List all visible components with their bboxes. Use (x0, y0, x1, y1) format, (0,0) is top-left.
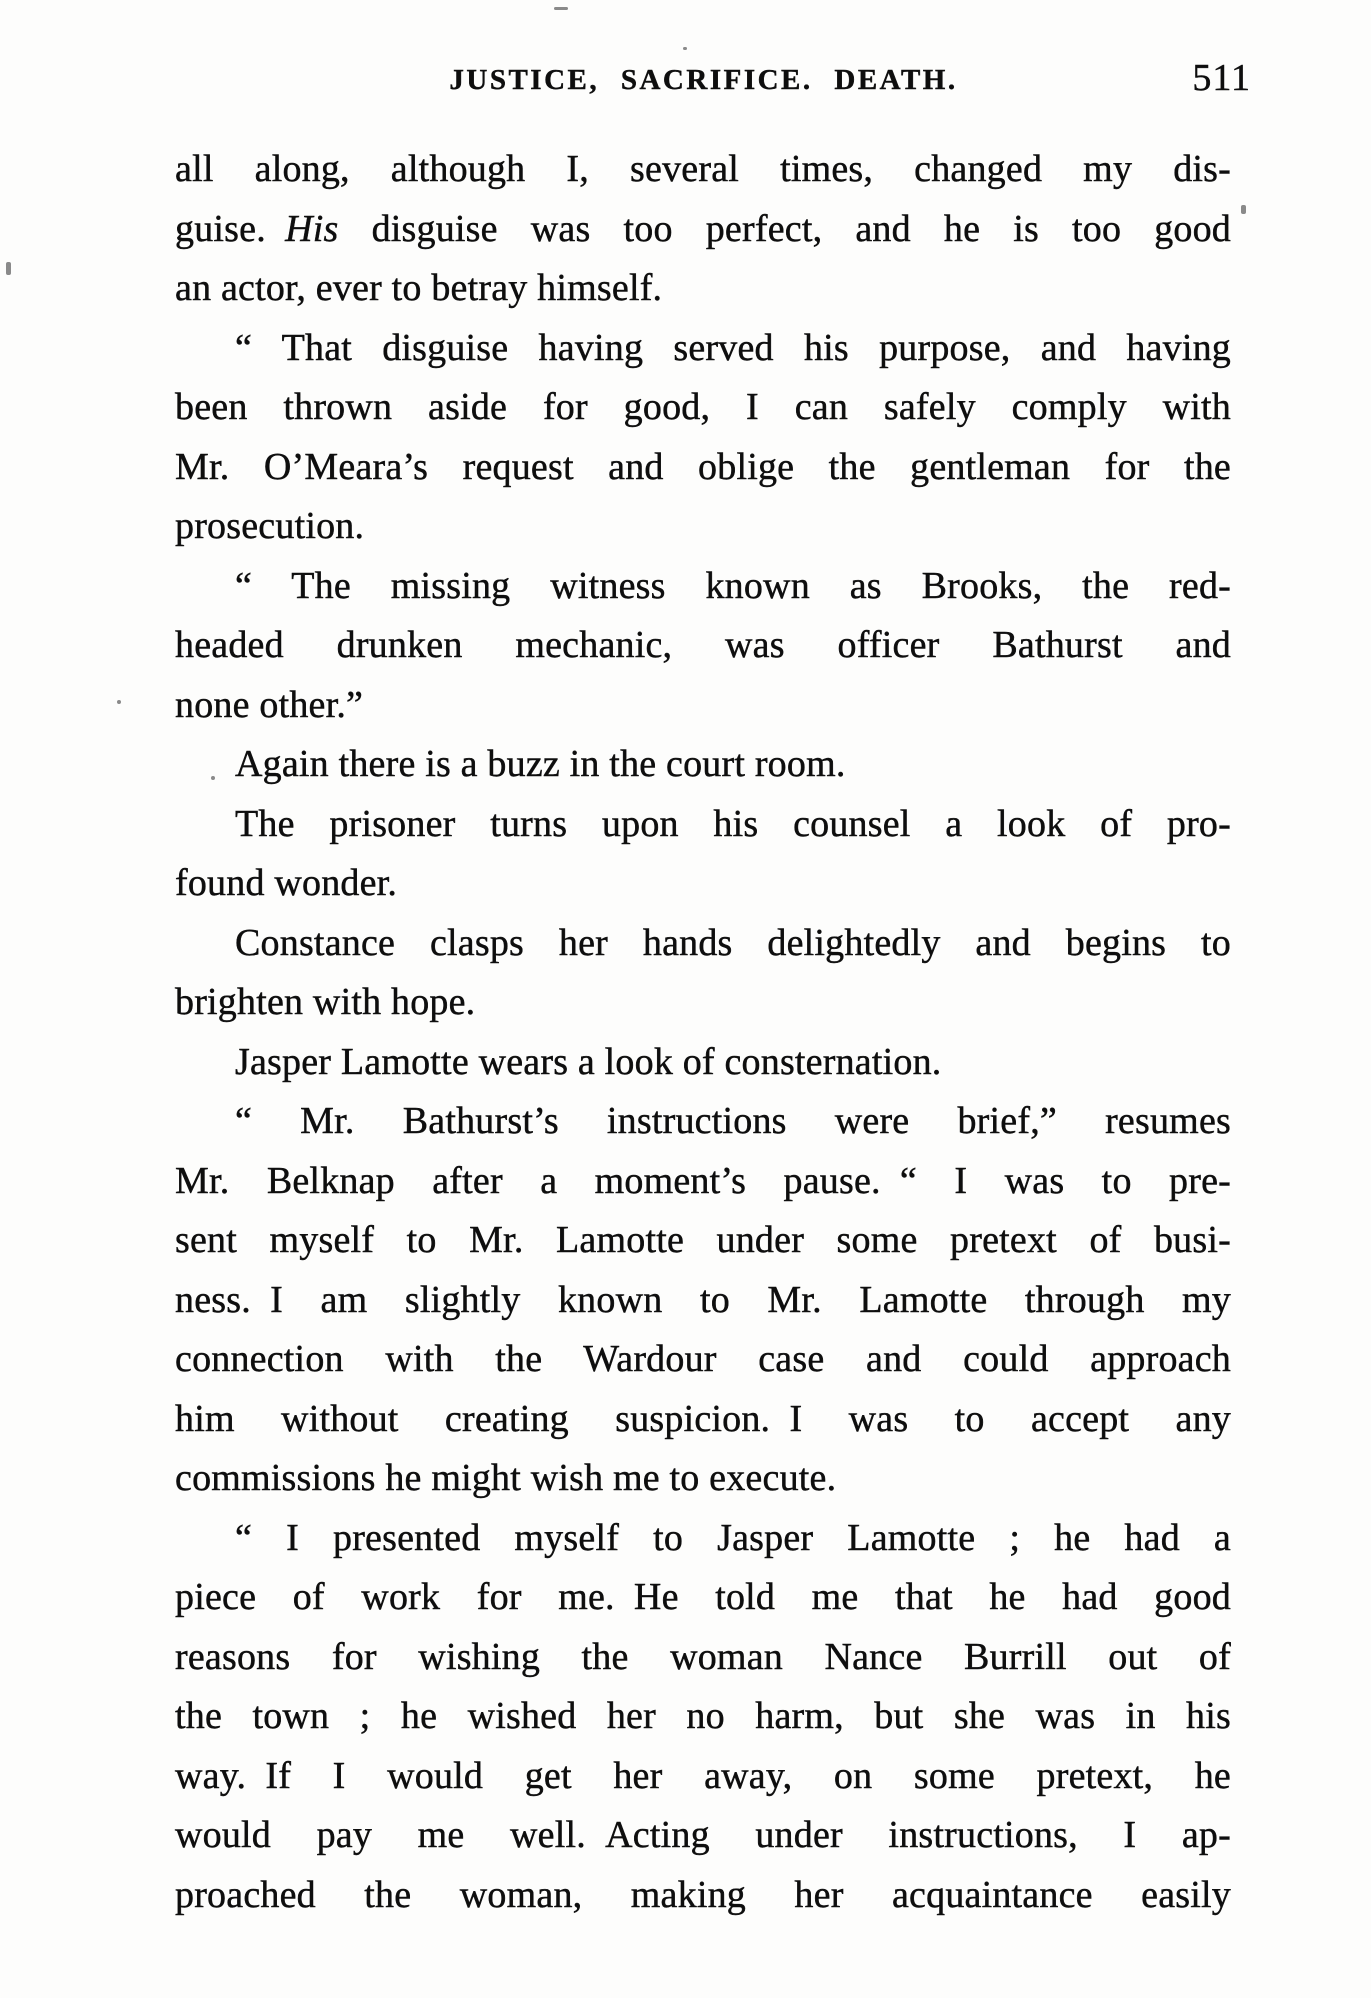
text-run: Mr. O’Meara’s request and oblige the gentleman for the (175, 445, 1231, 488)
text-line (175, 735, 1231, 795)
text-line (175, 1449, 1231, 1509)
paragraph (175, 1033, 1231, 1093)
text-run: would pay me well. Acting under instructions, I ap- (175, 1814, 1231, 1856)
page-number: 511 (1192, 57, 1251, 99)
text-run: all along, although I, several times, changed my dis- (175, 148, 1231, 190)
text-line (175, 1033, 1231, 1093)
text-run: “ I presented myself to Jasper Lamotte ; he had a (235, 1516, 1231, 1559)
text-run: way. If I would get her away, on some pretext, he (175, 1754, 1231, 1797)
text-line (175, 1687, 1231, 1747)
text-run: Mr. Belknap after a moment’s pause. “ I was to pre- (175, 1159, 1231, 1202)
paragraph (175, 140, 1231, 319)
text-line (175, 1092, 1231, 1152)
text-line (175, 1390, 1231, 1450)
text-line (175, 1628, 1231, 1688)
page-body (175, 140, 1231, 1925)
text-run: connection with the Wardour case and could approach (175, 1338, 1231, 1380)
text-line (175, 140, 1231, 200)
text-run: prosecution. (175, 505, 365, 547)
text-line (175, 378, 1231, 438)
text-line (175, 795, 1231, 855)
text-line (175, 1211, 1231, 1271)
text-line (175, 1152, 1231, 1212)
text-line (175, 1866, 1231, 1926)
text-line (175, 973, 1231, 1033)
text-line (175, 259, 1231, 319)
text-run: Jasper Lamotte wears a look of consternation. (235, 1040, 942, 1083)
text-run: none other.” (175, 683, 364, 726)
text-run: Again there is a buzz in the court room. (235, 743, 846, 785)
scan-speck (211, 776, 215, 780)
paragraph (175, 1509, 1231, 1926)
text-run: him without creating suspicion. I was to accept any (175, 1397, 1231, 1440)
text-line (175, 557, 1231, 617)
scan-speck (117, 700, 121, 704)
paragraph (175, 319, 1231, 557)
scan-speck (6, 262, 11, 275)
scan-speck (1241, 205, 1246, 214)
text-run: brighten with hope. (175, 981, 476, 1023)
text-line (175, 1271, 1231, 1331)
paragraph (175, 914, 1231, 1033)
text-line (175, 497, 1231, 557)
page-header (175, 57, 1251, 104)
text-line (175, 676, 1231, 736)
paragraph (175, 795, 1231, 914)
text-line (175, 854, 1231, 914)
text-run: guise. (175, 207, 286, 250)
text-line (175, 914, 1231, 974)
scan-speck (554, 7, 568, 10)
text-run: The prisoner turns upon his counsel a look of pro- (235, 802, 1231, 845)
text-run: commissions he might wish me to execute. (175, 1457, 837, 1499)
text-run: piece of work for me. He told me that he had good (175, 1576, 1231, 1618)
paragraph (175, 735, 1231, 795)
text-run: an actor, ever to betray himself. (175, 267, 663, 309)
text-line (175, 1747, 1231, 1807)
scan-speck (683, 47, 687, 50)
text-run: “ The missing witness known as Brooks, the red- (235, 564, 1231, 607)
text-run: “ That disguise having served his purpose, and having (235, 326, 1231, 369)
text-line (175, 1330, 1231, 1390)
text-line (175, 616, 1231, 676)
text-run: been thrown aside for good, I can safely comply with (175, 386, 1231, 428)
paragraph (175, 1092, 1231, 1509)
text-line (175, 319, 1231, 379)
text-run: reasons for wishing the woman Nance Burrill out of (175, 1635, 1231, 1678)
italic-text-run: His (285, 207, 339, 250)
text-run: “ Mr. Bathurst’s instructions were brief,” resumes (235, 1100, 1231, 1142)
text-run: headed drunken mechanic, was officer Bathurst and (175, 624, 1231, 666)
text-line (175, 1568, 1231, 1628)
text-run: Constance clasps her hands delightedly and begins to (235, 921, 1231, 964)
text-line (175, 438, 1231, 498)
text-line (175, 200, 1231, 260)
paragraph (175, 557, 1231, 736)
text-run: sent myself to Mr. Lamotte under some pretext of busi- (175, 1219, 1231, 1261)
text-line (175, 1509, 1231, 1569)
text-run: ness. I am slightly known to Mr. Lamotte through my (175, 1278, 1231, 1321)
text-line (175, 1806, 1231, 1866)
running-header-title: JUSTICE, SACRIFICE. DEATH. (449, 64, 958, 96)
text-run: the town ; he wished her no harm, but she was in his (175, 1695, 1231, 1737)
text-run: disguise was too perfect, and he is too good (338, 207, 1231, 250)
text-run: proached the woman, making her acquaintance easily (175, 1873, 1231, 1916)
text-run: found wonder. (175, 862, 398, 904)
